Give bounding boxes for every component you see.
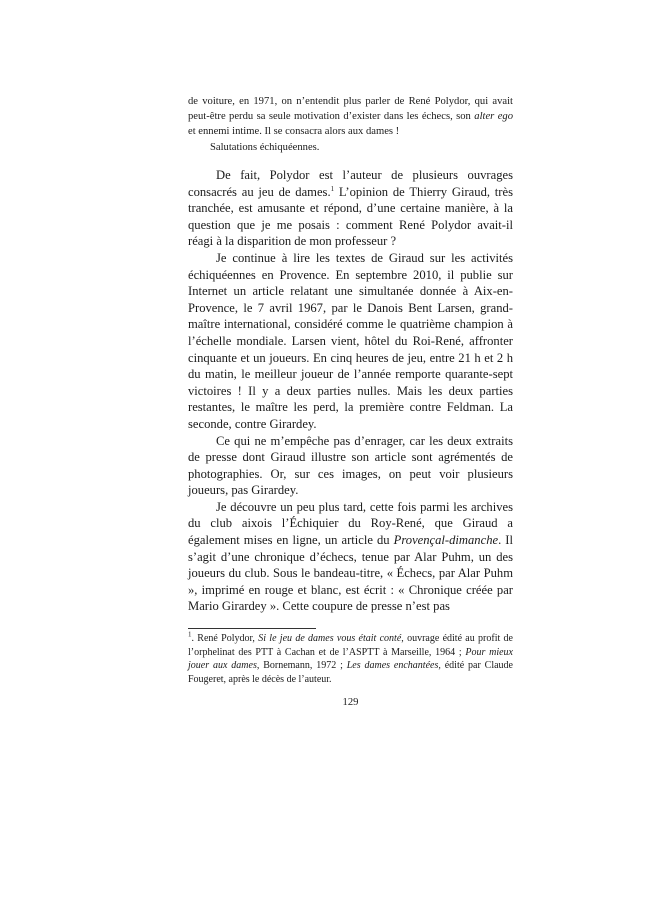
paragraph-3: Ce qui ne m’empêche pas d’enrager, car les deux extraits de presse dont Giraud illustre son article sont agrémentés de photographies. Or, sur ces images, on peut voir plusieurs joueurs, pas Girardey. <box>188 433 513 498</box>
paragraph-1: De fait, Polydor est l’auteur de plusieurs ouvrages consacrés au jeu de dames.$^1$ L’opinion de Thierry Giraud, très tranchée, est amusante et répond, d’une certaine manière, à la question que je me posais : comment René Polydor avait-il réagi à la disparition de mon professeur ? <box>188 168 513 249</box>
main-text <box>188 167 513 615</box>
footnote-separator <box>188 628 316 629</box>
quote-paragraph: de voiture, en 1971, on n’entendit plus parler de René Polydor, qui avait peut-être perdu sa seule motivation d’exister dans les échecs, son alter ego et ennemi intime. Il se consacra alors aux dames ! <box>188 96 514 137</box>
book-page <box>188 94 513 708</box>
quoted-letter <box>188 94 513 155</box>
page-number: 129 <box>342 697 359 709</box>
quote-signoff: Salutations échiquéennes. <box>210 142 320 153</box>
footnote-ref[interactable]: 1 <box>330 184 335 193</box>
paragraph-4: Je découvre un peu plus tard, cette fois parmi les archives du club aixois l’Échiquier du Roy-René, que Giraud a également mises en ligne, un article du Provençal-dimanche. Il s’agit d’une chronique d’échecs, tenue par Alar Puhm, un des joueurs du club. Sous le bandeau-titre, « Échecs, par Alar Puhm », imprimé en rouge et blanc, est écrit : « Chronique créée par Mario Girardey ». Cette coupure de presse n’est pas <box>188 499 513 614</box>
paragraph-2: Je continue à lire les textes de Giraud sur les activités échiquéennes en Provence. En septembre 2010, il publie sur Internet un article relatant une simultanée donnée à Aix-en-Provence, le 7 avril 1967, par le Danois Bent Larsen, grand-maître international, considéré comme le quatrième champion à l’échelle mondiale. Larsen vient, hôtel du Roi-René, affronter cinquante et un joueurs. En cinq heures de jeu, entre 21 h et 2 h du matin, le meilleur joueur de l’année remporte quarante-sept victoires ! Il y a deux parties nulles. Mais les deux parties restantes, le maître les perd, la première contre Feldman. La seconde, contre Girardey. <box>188 250 513 431</box>
footnote-marker: 1 <box>188 630 192 639</box>
footnote: $^1$. René Polydor, Si le jeu de dames vous était conté, ouvrage édité au profit de l’orphelinat des PTT à Cachan et de l’ASPTT à Marseille, 1964 ; Pour mieux jouer aux dames, Bornemann, 1972 ; Les dames enchantées, édité par Claude Fougeret, après le décès de l’auteur. <box>188 630 513 685</box>
